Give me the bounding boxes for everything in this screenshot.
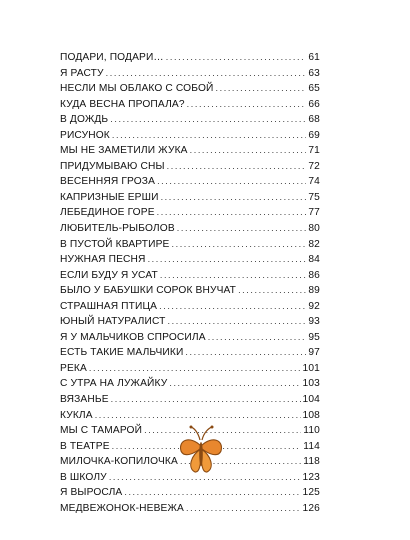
toc-entry-title: МЫ С ТАМАРОЙ — [60, 425, 143, 437]
toc-entry-title: ЛЮБИТЕЛЬ-РЫБОЛОВ — [60, 223, 175, 235]
toc-entry — [60, 345, 320, 361]
toc-dot-leader — [216, 81, 307, 97]
toc-entry-page-number: 68 — [308, 114, 320, 126]
toc-entry — [60, 174, 320, 190]
toc-entry-title: Я У МАЛЬЧИКОВ СПРОСИЛА — [60, 331, 206, 343]
toc-dot-leader — [110, 112, 306, 128]
toc-dot-leader — [148, 252, 307, 268]
toc-entry-title: ЕСЛИ БУДУ Я УСАТ — [60, 269, 158, 281]
toc-entry-page-number: 123 — [302, 471, 320, 483]
toc-entry-page-number: 66 — [308, 98, 320, 110]
toc-entry-title: МИЛОЧКА-КОПИЛОЧКА — [60, 456, 178, 468]
toc-entry — [60, 314, 320, 330]
toc-entry-page-number: 61 — [308, 52, 320, 63]
toc-entry-title: В ТЕАТРЕ — [60, 440, 110, 452]
toc-entry-title: КАПРИЗНЫЕ ЕРШИ — [60, 191, 159, 203]
toc-entry-title: МЫ НЕ ЗАМЕТИЛИ ЖУКА — [60, 145, 188, 157]
toc-entry — [60, 159, 320, 175]
toc-entry — [60, 392, 320, 408]
toc-entry-page-number: 80 — [308, 223, 320, 235]
toc-entry — [60, 252, 320, 268]
toc-entry — [60, 299, 320, 315]
toc-entry-title: КУКЛА — [60, 409, 93, 421]
toc-entry-page-number: 126 — [302, 502, 320, 514]
toc-entry-title: МЕДВЕЖОНОК-НЕВЕЖА — [60, 502, 184, 514]
toc-entry-page-number: 93 — [308, 316, 320, 328]
toc-entry-title: РИСУНОК — [60, 129, 110, 141]
toc-entry-title: В ДОЖДЬ — [60, 114, 109, 126]
toc-entry-title: ЛЕБЕДИНОЕ ГОРЕ — [60, 207, 155, 219]
toc-entry — [60, 237, 320, 253]
toc-entry-page-number: 89 — [308, 285, 320, 297]
toc-entry-page-number: 65 — [308, 83, 320, 95]
toc-entry — [60, 221, 320, 237]
toc-entry-title: НУЖНАЯ ПЕСНЯ — [60, 254, 146, 266]
toc-entry-page-number: 104 — [302, 394, 320, 406]
toc-entry-page-number: 75 — [308, 191, 320, 203]
toc-entry-page-number: 108 — [302, 409, 320, 421]
toc-entry-title: ЮНЫЙ НАТУРАЛИСТ — [60, 316, 166, 328]
toc-entry-title: В ПУСТОЙ КВАРТИРЕ — [60, 238, 170, 250]
toc-entry — [60, 128, 320, 144]
toc-dot-leader — [168, 314, 307, 330]
toc-entry-title: БЫЛО У БАБУШКИ СОРОК ВНУЧАТ — [60, 285, 237, 297]
toc-entry-title: РЕКА — [60, 362, 87, 374]
toc-entry — [60, 501, 320, 517]
toc-entry — [60, 66, 320, 82]
toc-entry — [60, 81, 320, 97]
toc-dot-leader — [112, 128, 306, 144]
toc-entry — [60, 283, 320, 299]
toc-entry-title: КУДА ВЕСНА ПРОПАЛА? — [60, 98, 185, 110]
toc-entry — [60, 143, 320, 159]
toc-dot-leader — [159, 299, 306, 315]
toc-dot-leader — [111, 392, 301, 408]
toc-dot-leader — [157, 205, 307, 221]
toc-entry-title: Я РАСТУ — [60, 67, 104, 79]
toc-entry-page-number: 71 — [308, 145, 320, 157]
toc-entry-page-number: 69 — [308, 129, 320, 141]
toc-entry — [60, 330, 320, 346]
toc-entry-page-number: 74 — [308, 176, 320, 188]
toc-dot-leader — [161, 190, 307, 206]
toc-dot-leader — [169, 376, 300, 392]
toc-dot-leader — [166, 50, 307, 66]
toc-entry-page-number: 82 — [308, 238, 320, 250]
toc-entry-title: НЕСЛИ МЫ ОБЛАКО С СОБОЙ — [60, 83, 214, 95]
toc-entry-page-number: 118 — [303, 456, 320, 468]
toc-dot-leader — [167, 159, 307, 175]
toc-dot-leader — [172, 237, 307, 253]
toc-entry — [60, 361, 320, 377]
toc-entry — [60, 97, 320, 113]
toc-entry — [60, 112, 320, 128]
toc-entry-page-number: 72 — [308, 160, 320, 172]
toc-dot-leader — [89, 361, 301, 377]
toc-entry-page-number: 125 — [302, 487, 320, 499]
toc-dot-leader — [157, 174, 306, 190]
toc-entry-page-number: 114 — [303, 440, 320, 452]
toc-dot-leader — [186, 501, 301, 517]
toc-entry-title: СТРАШНАЯ ПТИЦА — [60, 300, 158, 312]
toc-entry — [60, 268, 320, 284]
toc-dot-leader — [160, 268, 307, 284]
toc-entry — [60, 376, 320, 392]
toc-entry-page-number: 110 — [303, 425, 320, 437]
toc-entry-title: ПРИДУМЫВАЮ СНЫ — [60, 160, 165, 172]
toc-entry-title: ВЕСЕННЯЯ ГРОЗА — [60, 176, 156, 188]
toc-entry-page-number: 86 — [308, 269, 320, 281]
toc-entry-page-number: 103 — [302, 378, 320, 390]
toc-dot-leader — [190, 143, 307, 159]
toc-dot-leader — [238, 283, 306, 299]
toc-dot-leader — [177, 221, 307, 237]
toc-entry — [60, 485, 320, 501]
toc-entry-title: ПОДАРИ, ПОДАРИ… — [60, 52, 164, 63]
toc-entry-title: В ШКОЛУ — [60, 471, 107, 483]
toc-entry-page-number: 63 — [308, 67, 320, 79]
toc-dot-leader — [106, 66, 307, 82]
toc-entry-title: С УТРА НА ЛУЖАЙКУ — [60, 378, 168, 390]
toc-entry — [60, 190, 320, 206]
toc-dot-leader — [124, 485, 300, 501]
toc-entry-title: ВЯЗАНЬЕ — [60, 394, 109, 406]
toc-entry-page-number: 84 — [308, 254, 320, 266]
toc-entry-page-number: 77 — [308, 207, 320, 219]
toc-entry — [60, 50, 320, 66]
toc-entry-page-number: 92 — [308, 300, 320, 312]
toc-dot-leader — [208, 330, 307, 346]
toc-entry-title: Я ВЫРОСЛА — [60, 487, 123, 499]
toc-entry-page-number: 97 — [308, 347, 320, 359]
toc-entry — [60, 205, 320, 221]
toc-dot-leader — [185, 345, 306, 361]
toc-entry-title: ЕСТЬ ТАКИЕ МАЛЬЧИКИ — [60, 347, 184, 359]
toc-entry-page-number: 95 — [308, 331, 320, 343]
toc-entry-page-number: 101 — [302, 362, 320, 374]
butterfly-icon — [176, 418, 226, 478]
toc-dot-leader — [187, 97, 307, 113]
